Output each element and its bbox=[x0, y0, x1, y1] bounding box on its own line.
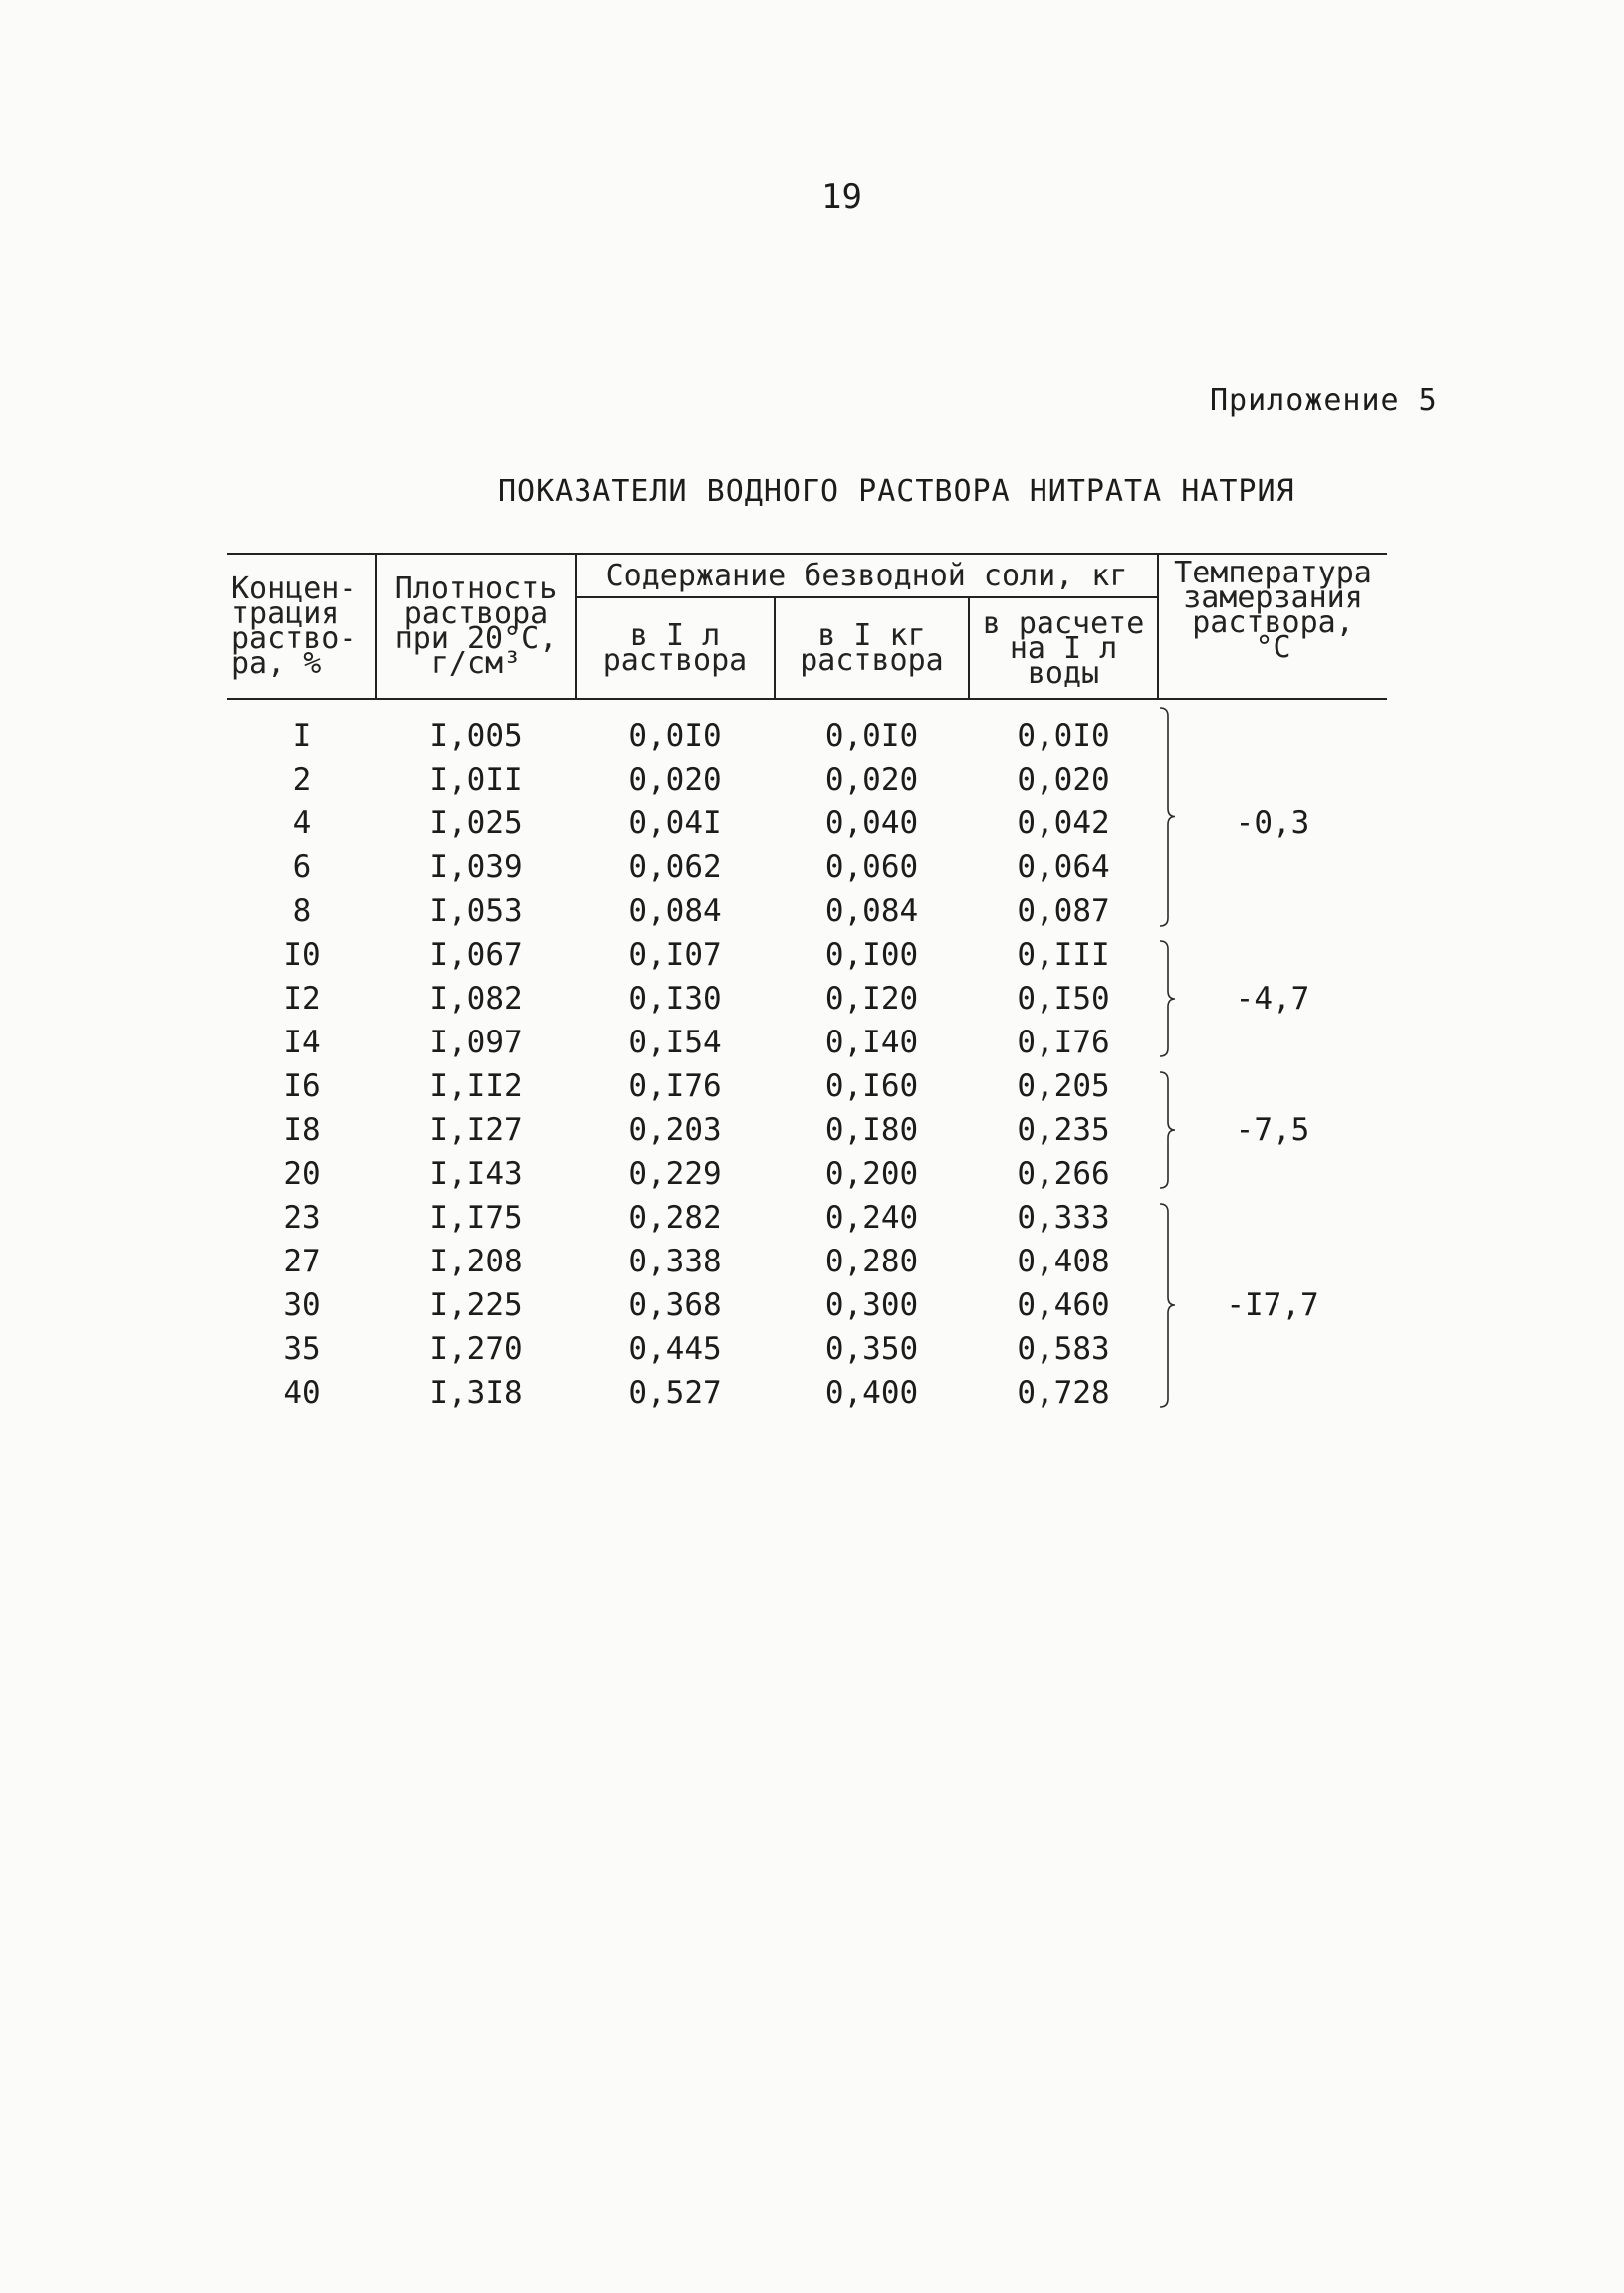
cell-per-liter-solution: 0,338 bbox=[628, 1244, 722, 1279]
cell-concentration: I2 bbox=[283, 981, 321, 1017]
cell-density: I,039 bbox=[429, 849, 523, 885]
cell-per-kg-solution: 0,I80 bbox=[824, 1112, 919, 1148]
header-concentration: Концен- трация раство- ра, % bbox=[227, 554, 376, 699]
cell-per-liter-solution: 0,04I bbox=[628, 805, 722, 841]
cell-per-kg-solution: 0,060 bbox=[824, 849, 919, 885]
page-number: 19 bbox=[821, 177, 862, 217]
cell-freezing-temperature: -4,7 bbox=[1158, 933, 1387, 1064]
cell-concentration: 27 bbox=[283, 1244, 321, 1279]
cell-per-kg-solution: 0,400 bbox=[824, 1375, 919, 1411]
cell-per-liter-water: 0,235 bbox=[1017, 1112, 1110, 1148]
cell-density: I,II2 bbox=[429, 1068, 523, 1104]
cell-density: I,I75 bbox=[429, 1200, 523, 1236]
cell-per-kg-solution: 0,I00 bbox=[824, 937, 919, 973]
header-salt-content: Содержание безводной соли, кг bbox=[576, 554, 1158, 597]
cell-concentration: I8 bbox=[283, 1112, 321, 1148]
header-density: Плотность раствора при 20°С, г/см³ bbox=[376, 554, 576, 699]
grouping-brace bbox=[1158, 1202, 1178, 1409]
cell-per-liter-water: 0,I50 bbox=[1017, 981, 1110, 1017]
cell-per-liter-solution: 0,062 bbox=[628, 849, 722, 885]
cell-per-liter-water: 0,583 bbox=[1017, 1331, 1110, 1367]
cell-concentration: 40 bbox=[283, 1375, 321, 1411]
cell-concentration: I0 bbox=[283, 937, 321, 973]
cell-per-liter-water: 0,205 bbox=[1017, 1068, 1110, 1104]
cell-per-liter-water: 0,408 bbox=[1017, 1244, 1110, 1279]
cell-concentration: 35 bbox=[283, 1331, 321, 1367]
header-per-liter-water: в расчете на I л воды bbox=[969, 597, 1158, 699]
cell-per-liter-water: 0,064 bbox=[1017, 849, 1110, 885]
cell-concentration: 23 bbox=[283, 1200, 321, 1236]
cell-concentration: 20 bbox=[283, 1156, 321, 1192]
cell-density: I,3I8 bbox=[429, 1375, 523, 1411]
cell-per-liter-water: 0,266 bbox=[1017, 1156, 1110, 1192]
cell-per-kg-solution: 0,I20 bbox=[824, 981, 919, 1017]
cell-per-liter-solution: 0,020 bbox=[628, 762, 722, 798]
cell-per-liter-solution: 0,0I0 bbox=[628, 718, 722, 754]
cell-per-kg-solution: 0,300 bbox=[824, 1287, 919, 1323]
cell-per-liter-solution: 0,229 bbox=[628, 1156, 722, 1192]
cell-per-liter-solution: 0,084 bbox=[628, 893, 722, 929]
cell-per-liter-water: 0,III bbox=[1017, 937, 1110, 973]
cell-per-liter-solution: 0,I30 bbox=[628, 981, 722, 1017]
cell-per-liter-water: 0,0I0 bbox=[1017, 718, 1110, 754]
table-row bbox=[227, 699, 1387, 758]
cell-density: I,270 bbox=[429, 1331, 523, 1367]
cell-density: I,I27 bbox=[429, 1112, 523, 1148]
cell-per-liter-water: 0,I76 bbox=[1017, 1025, 1110, 1060]
header-per-kg-solution: в I кг раствора bbox=[775, 597, 969, 699]
cell-per-kg-solution: 0,I40 bbox=[824, 1025, 919, 1060]
cell-density: I,0II bbox=[429, 762, 523, 798]
cell-per-liter-solution: 0,527 bbox=[628, 1375, 722, 1411]
cell-density: I,097 bbox=[429, 1025, 523, 1060]
data-table bbox=[227, 553, 1387, 1415]
table-row bbox=[227, 1064, 1387, 1108]
cell-density: I,025 bbox=[429, 805, 523, 841]
cell-per-kg-solution: 0,350 bbox=[824, 1331, 919, 1367]
table-title: ПОКАЗАТЕЛИ ВОДНОГО РАСТВОРА НИТРАТА НАТРИЯ bbox=[498, 474, 1295, 509]
cell-density: I,005 bbox=[429, 718, 523, 754]
header-per-liter-solution: в I л раствора bbox=[576, 597, 775, 699]
cell-per-liter-water: 0,087 bbox=[1017, 893, 1110, 929]
cell-per-kg-solution: 0,240 bbox=[824, 1200, 919, 1236]
table-row bbox=[227, 1196, 1387, 1240]
cell-per-kg-solution: 0,020 bbox=[824, 762, 919, 798]
cell-concentration: 30 bbox=[283, 1287, 321, 1323]
cell-per-liter-solution: 0,I07 bbox=[628, 937, 722, 973]
cell-per-liter-solution: 0,I76 bbox=[628, 1068, 722, 1104]
cell-per-liter-water: 0,460 bbox=[1017, 1287, 1110, 1323]
cell-concentration: I bbox=[292, 718, 312, 754]
cell-freezing-temperature: -7,5 bbox=[1158, 1064, 1387, 1196]
cell-per-liter-water: 0,042 bbox=[1017, 805, 1110, 841]
table-row bbox=[227, 933, 1387, 977]
cell-density: I,053 bbox=[429, 893, 523, 929]
cell-per-kg-solution: 0,200 bbox=[824, 1156, 919, 1192]
cell-concentration: 8 bbox=[292, 893, 312, 929]
cell-per-liter-water: 0,728 bbox=[1017, 1375, 1110, 1411]
cell-per-kg-solution: 0,280 bbox=[824, 1244, 919, 1279]
cell-density: I,I43 bbox=[429, 1156, 523, 1192]
cell-concentration: I6 bbox=[283, 1068, 321, 1104]
cell-freezing-temperature: -I7,7 bbox=[1158, 1196, 1387, 1415]
cell-concentration: 2 bbox=[292, 762, 312, 798]
cell-per-kg-solution: 0,084 bbox=[824, 893, 919, 929]
cell-concentration: 6 bbox=[292, 849, 312, 885]
cell-per-kg-solution: 0,040 bbox=[824, 805, 919, 841]
grouping-brace bbox=[1158, 939, 1178, 1058]
cell-per-liter-solution: 0,282 bbox=[628, 1200, 722, 1236]
cell-per-liter-solution: 0,445 bbox=[628, 1331, 722, 1367]
cell-concentration: I4 bbox=[283, 1025, 321, 1060]
cell-per-liter-solution: 0,368 bbox=[628, 1287, 722, 1323]
cell-per-liter-water: 0,020 bbox=[1017, 762, 1110, 798]
cell-per-kg-solution: 0,0I0 bbox=[824, 718, 919, 754]
appendix-label: Приложение 5 bbox=[1210, 383, 1438, 418]
cell-freezing-temperature: -0,3 bbox=[1158, 699, 1387, 933]
cell-density: I,225 bbox=[429, 1287, 523, 1323]
cell-per-kg-solution: 0,I60 bbox=[824, 1068, 919, 1104]
cell-density: I,208 bbox=[429, 1244, 523, 1279]
header-freezing-temperature: Температура замерзания раствора, °С bbox=[1158, 554, 1387, 699]
cell-per-liter-solution: 0,203 bbox=[628, 1112, 722, 1148]
cell-concentration: 4 bbox=[292, 805, 312, 841]
cell-density: I,082 bbox=[429, 981, 523, 1017]
grouping-brace bbox=[1158, 1070, 1178, 1190]
cell-density: I,067 bbox=[429, 937, 523, 973]
cell-per-liter-solution: 0,I54 bbox=[628, 1025, 722, 1060]
cell-per-liter-water: 0,333 bbox=[1017, 1200, 1110, 1236]
grouping-brace bbox=[1158, 706, 1178, 928]
